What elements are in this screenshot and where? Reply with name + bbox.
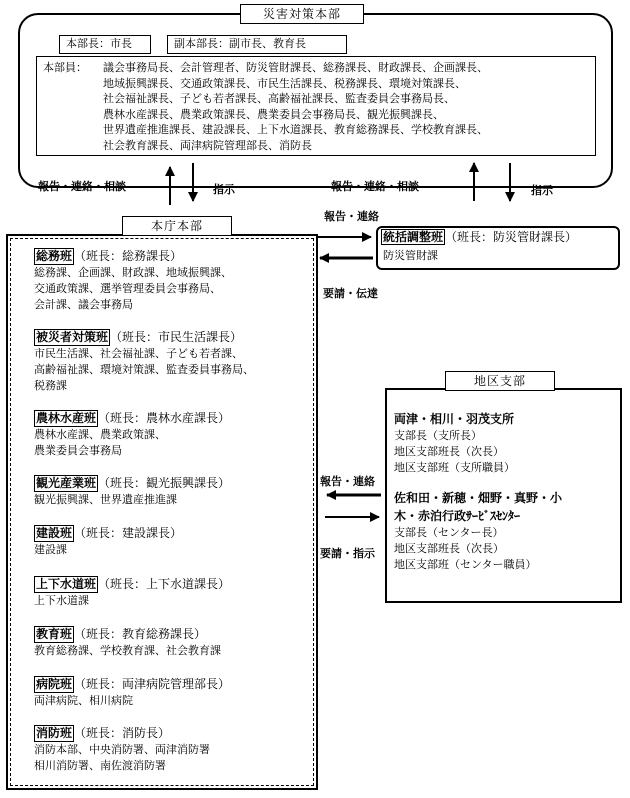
team-name: 教育班: [36, 627, 73, 641]
district-line: 支部長（支所長）: [394, 429, 482, 442]
hq-vice-chief: 副本部長：副市長、教育長: [167, 35, 347, 54]
team-name: 上下水道班: [36, 577, 97, 591]
team-leader: （班長：農林水産課長）: [98, 411, 231, 425]
team-jougesuidou: [34, 575, 230, 609]
team-leader: （班長：観光振興課長）: [98, 476, 231, 490]
district-line: 地区支部班（支所職員）: [394, 461, 515, 474]
label-coord-request: 要請・伝達: [323, 287, 378, 300]
team-nourin: [34, 409, 230, 459]
team-line: 建設課: [34, 543, 67, 556]
team-byouin: [34, 675, 230, 709]
team-name: 病院班: [36, 677, 73, 691]
district-line: 支部長（センター長）: [394, 526, 504, 539]
team-line: 高齢福祉課、環境対策課、監査委員事務局、: [34, 363, 254, 376]
team-name: 観光産業班: [36, 476, 97, 490]
team-name: 建設班: [36, 526, 73, 540]
members-line: 社会教育課長、両津病院管理部長、消防長: [103, 138, 312, 152]
coordination-leader: （班長：防災管財課長）: [445, 230, 578, 244]
coordination-members: 防災管財課: [383, 249, 438, 262]
hq-chief: 本部長：市長: [59, 35, 151, 54]
team-name: 総務班: [36, 249, 73, 263]
team-name: 被災者対策班: [36, 330, 109, 344]
team-line: 農業委員会事務局: [34, 444, 122, 457]
team-line: 会計課、議会事務局: [34, 298, 133, 311]
team-line: 観光振興課、世界遺産推進課: [34, 493, 177, 506]
district-line: 地区支部班（センター職員）: [394, 558, 537, 571]
team-leader: （班長：教育総務課長）: [74, 627, 207, 641]
team-leader: （班長：消防長）: [74, 726, 171, 740]
district-title: 地区支部: [445, 371, 555, 391]
team-line: 総務課、企画課、財政課、地域振興課、: [34, 266, 232, 279]
team-soumu: [34, 247, 232, 313]
coordination-name: 統括調整班: [383, 230, 444, 244]
team-leader: （班長：建設課長）: [74, 526, 183, 540]
team-kyouiku: [34, 625, 221, 659]
team-line: 相川消防署、南佐渡消防署: [34, 759, 166, 772]
label-instruct-left: 指示: [213, 183, 235, 196]
hq-members: [43, 60, 593, 157]
members-list: [103, 60, 488, 153]
team-line: 交通政策課、選挙管理委員会事務局、: [34, 282, 221, 295]
team-line: 両津病院、相川病院: [34, 694, 133, 707]
disaster-hq-title: 災害対策本部: [240, 4, 364, 24]
team-line: 教育総務課、学校教育課、社会教育課: [34, 644, 221, 657]
team-name: 消防班: [36, 726, 73, 740]
team-line: 市民生活課、社会福祉課、子ども若者課、: [34, 347, 243, 360]
label-report-right: 報告・連絡・相談: [331, 180, 419, 193]
main-office-title: 本庁本部: [122, 216, 232, 236]
team-leader: （班長：総務課長）: [74, 249, 183, 263]
team-line: 上下水道課: [34, 594, 89, 607]
coordination-header: [381, 229, 577, 246]
label-instruct-right: 指示: [531, 184, 553, 197]
members-line: 地域振興課長、交通政策課長、市民生活課長、税務課長、環境対策課長、: [103, 76, 466, 90]
team-name: 農林水産班: [36, 411, 97, 425]
team-kensetsu: [34, 524, 182, 558]
district-line: 地区支部班長（次長）: [394, 445, 504, 458]
label-coord-report: 報告・連絡: [324, 210, 379, 223]
team-line: 税務課: [34, 379, 67, 392]
label-district-request: 要請・指示: [320, 547, 375, 560]
district-group-name: 佐和田・新穂・畑野・真野・小: [394, 491, 563, 505]
team-kankou: [34, 474, 230, 508]
district-group-shisho: [394, 410, 515, 476]
team-leader: （班長：市民生活課長）: [110, 330, 243, 344]
team-line: 消防本部、中央消防署、両津消防署: [34, 743, 210, 756]
district-group-center: [394, 489, 562, 573]
label-report-left: 報告・連絡・相談: [38, 180, 126, 193]
members-line: 社会福祉課長、子ども若者課長、高齢福祉課長、監査委員会事務局長、: [103, 92, 455, 105]
district-group-name: 木・赤泊行政ｻｰﾋﾞｽｾﾝﾀｰ: [394, 509, 521, 523]
district-group-name: 両津・相川・羽茂支所: [394, 412, 515, 426]
team-leader: （班長：両津病院管理部長）: [74, 677, 231, 691]
label-district-report: 報告・連絡: [320, 475, 375, 488]
team-leader: （班長：上下水道課長）: [98, 577, 231, 591]
members-label: 本部員：: [43, 61, 87, 74]
district-line: 地区支部班長（次長）: [394, 542, 504, 555]
members-line: 農林水産課長、農業政策課長、農業委員会事務局長、観光振興課長、: [103, 107, 444, 121]
team-line: 農林水産課、農業政策課、: [34, 428, 166, 441]
team-hisaisha: [34, 328, 254, 394]
members-line: 議会事務局長、会計管理者、防災管財課長、総務課長、財政課長、企画課長、: [103, 61, 488, 74]
members-line: 世界遺産推進課長、建設課長、上下水道課長、教育総務課長、学校教育課長、: [103, 123, 488, 136]
team-shoubou: [34, 724, 210, 774]
